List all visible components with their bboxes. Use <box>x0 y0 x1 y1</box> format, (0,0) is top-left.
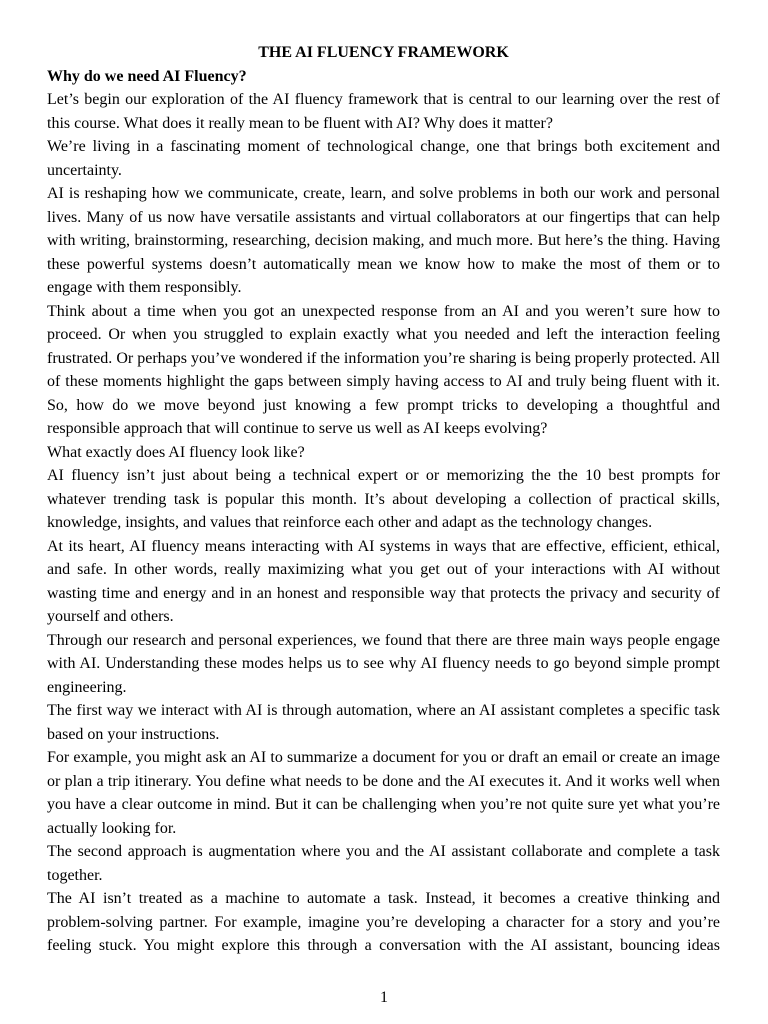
paragraph: Let’s begin our exploration of the AI fluency framework that is central to our learning over the rest of this course. What does it really mean to be fluent with AI? Why does it matter? <box>47 91 720 132</box>
paragraph-continued: The AI isn’t treated as a machine to automate a task. Instead, it becomes a creative thinking and problem-solving partner. For example, imagine you’re developing a character for a story and you’re feeling stuck. You might explore this through a conversation with the AI assistant, bouncing ideas <box>47 890 720 954</box>
paragraph-question: What exactly does AI fluency look like? <box>47 443 305 461</box>
paragraph: Through our research and personal experiences, we found that there are three main ways people engage with AI. Understanding these modes helps us to see why AI fluency needs to go beyond simple prompt engineering. <box>47 631 720 696</box>
paragraph: The second approach is augmentation where you and the AI assistant collaborate and complete a task together. <box>47 843 720 884</box>
section-heading: Why do we need AI Fluency? <box>47 67 247 85</box>
paragraph: For example, you might ask an AI to summarize a document for you or draft an email or create an image or plan a trip itinerary. You define what needs to be done and the AI executes it. And it works well when you have a clear outcome in mind. But it can be challenging when you’re not quite sure yet what you’re actually looking for. <box>47 749 720 837</box>
paragraph: AI fluency isn’t just about being a technical expert or or memorizing the the 10 best prompts for whatever trending task is popular this month. It’s about developing a collection of practical skills, knowledge, insights, and values that reinforce each other and adapt as the technology changes. <box>47 467 720 531</box>
paragraph: At its heart, AI fluency means interacting with AI systems in ways that are effective, efficient, ethical, and safe. In other words, really maximizing what you get out of your interactions with AI without wasting time and energy and in an honest and responsible way that protects the privacy and security of yourself and others. <box>47 537 720 625</box>
paragraph: Think about a time when you got an unexpected response from an AI and you weren’t sure how to proceed. Or when you struggled to explain exactly what you needed and left the interaction feeling frustrated. Or perhaps you’ve wondered if the information you’re sharing is being properly protected. All of these moments highlight the gaps between simply having access to AI and truly being fluent with it. So, how do we move beyond just knowing a few prompt tricks to developing a thoughtful and responsible approach that will continue to serve us well as AI keeps evolving? <box>47 302 720 437</box>
paragraph: AI is reshaping how we communicate, create, learn, and solve problems in both our work and personal lives. Many of us now have versatile assistants and virtual collaborators at our fingertips that can help with writing, brainstorming, researching, decision making, and much more. But here’s the thing. Having these powerful systems doesn’t automatically mean we know how to make the most of them or to engage with them responsibly. <box>47 185 720 296</box>
document-page <box>47 41 720 958</box>
paragraph: The first way we interact with AI is through automation, where an AI assistant completes a specific task based on your instructions. <box>47 702 720 743</box>
document-title: THE AI FLUENCY FRAMEWORK <box>258 44 509 61</box>
paragraph: We’re living in a fascinating moment of technological change, one that brings both excitement and uncertainty. <box>47 138 720 179</box>
page-number: 1 <box>380 989 388 1006</box>
